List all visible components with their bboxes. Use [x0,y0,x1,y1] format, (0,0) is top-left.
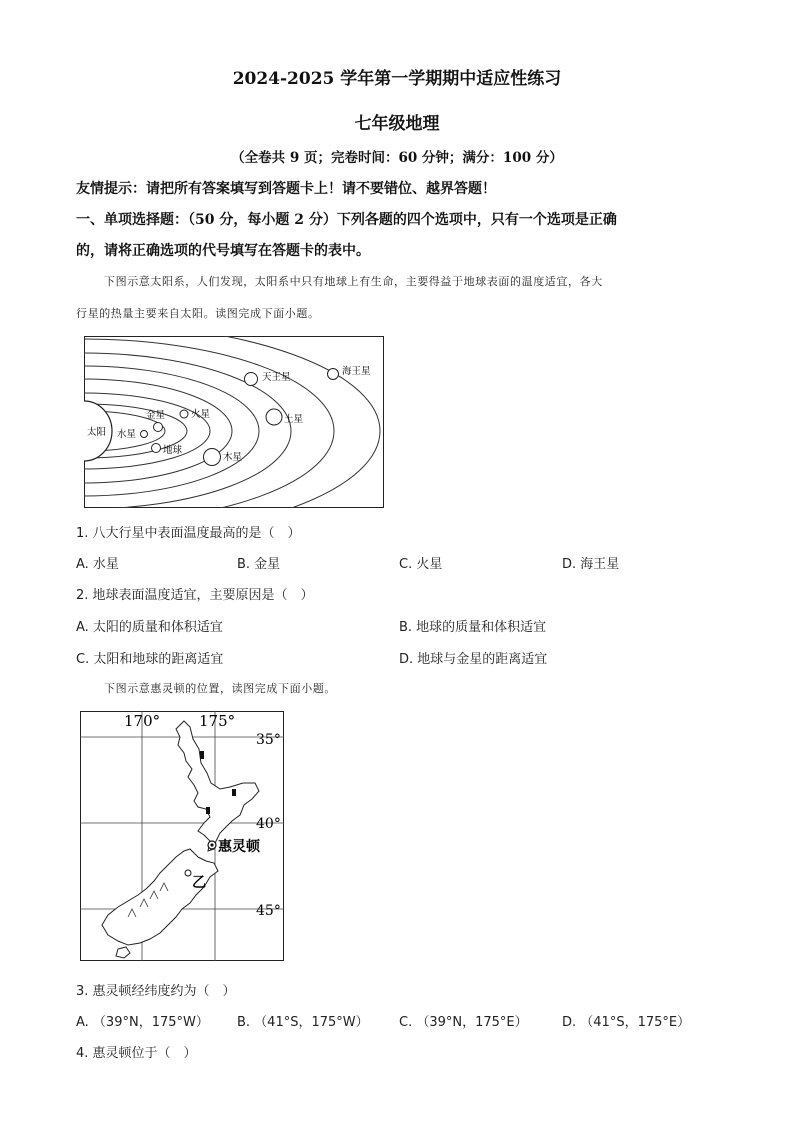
q3-option-b[interactable]: B. （41°S，175°W） [237,1015,369,1030]
q1-option-c[interactable]: C. 火星 [399,557,443,572]
q2-option-c[interactable]: C. 太阳和地球的距离适宜 [76,652,224,667]
q1-stem: 1. 八大行星中表面温度最高的是（ ） [76,526,301,541]
section-heading-line2: 的，请将正确选项的代号填写在答题卡的表中。 [76,243,370,259]
neptune-icon [328,369,339,380]
mars-icon [180,410,188,418]
q3-option-a[interactable]: A. （39°N，175°W） [76,1015,209,1030]
passage2-line1: 下图示意惠灵顿的位置，读图完成下面小题。 [104,682,336,695]
volcano-icon [200,751,204,759]
exam-info: （全卷共 9 页；完卷时间：60 分钟；满分：100 分） [231,150,563,166]
saturn-icon [266,409,282,425]
section-heading-line1: 一、单项选择题：（50 分，每小题 2 分）下列各题的四个选项中，只有一个选项是正确 [76,212,617,228]
jupiter-icon [204,449,221,466]
mars-label: 火星 [191,409,211,420]
exam-title: 2024-2025 学年第一学期期中适应性练习 [232,69,562,89]
q2-option-a[interactable]: A. 太阳的质量和体积适宜 [76,620,223,635]
venus-icon [154,423,163,432]
q1-option-b[interactable]: B. 金星 [237,557,281,572]
volcano-icon [206,807,210,814]
friendly-tip: 友情提示：请把所有答案填写到答题卡上！请不要错位、越界答题！ [76,181,496,197]
q2-option-b[interactable]: B. 地球的质量和体积适宜 [399,620,547,635]
neptune-label: 海王星 [342,366,371,377]
q1-option-d[interactable]: D. 海王星 [562,557,620,572]
q3-stem: 3. 惠灵顿经纬度约为（ ） [76,984,236,999]
exam-subject: 七年级地理 [354,114,440,134]
mercury-icon [141,431,148,438]
q4-stem: 4. 惠灵顿位于（ ） [76,1046,197,1061]
uranus-label: 天王星 [262,372,291,383]
q2-stem: 2. 地球表面温度适宜，主要原因是（ ） [76,588,314,603]
lon-label-175: 175° [199,712,236,730]
lat-label-40: 40° [256,816,281,832]
q3-option-d[interactable]: D. （41°S，175°E） [562,1015,691,1030]
wellington-map-figure [80,711,284,961]
lat-label-45: 45° [256,903,281,919]
solar-system-figure [84,336,384,508]
lat-label-35: 35° [256,732,281,748]
venus-label: 金星 [146,410,166,421]
passage1-line2: 行星的热量主要来自太阳。读图完成下面小题。 [76,307,320,320]
passage1-line1: 下图示意太阳系，人们发现，太阳系中只有地球上有生命，主要得益于地球表面的温度适宜，各大 [104,275,603,288]
q3-option-c[interactable]: C. （39°N，175°E） [399,1015,528,1030]
q1-option-a[interactable]: A. 水星 [76,557,119,572]
earth-icon [152,444,161,453]
lon-label-170: 170° [124,712,161,730]
mercury-label: 水星 [117,429,137,440]
saturn-label: 土星 [284,414,304,425]
jupiter-label: 木星 [223,452,243,463]
q2-option-d[interactable]: D. 地球与金星的距离适宜 [399,652,548,667]
sun-label: 太阳 [87,427,107,438]
city-label: 惠灵顿 [218,839,260,855]
point-yi-marker-icon [185,870,191,876]
uranus-icon [245,373,258,386]
volcano-icon [232,789,236,796]
point-label: 乙 [192,875,206,891]
earth-label: 地球 [163,445,183,456]
